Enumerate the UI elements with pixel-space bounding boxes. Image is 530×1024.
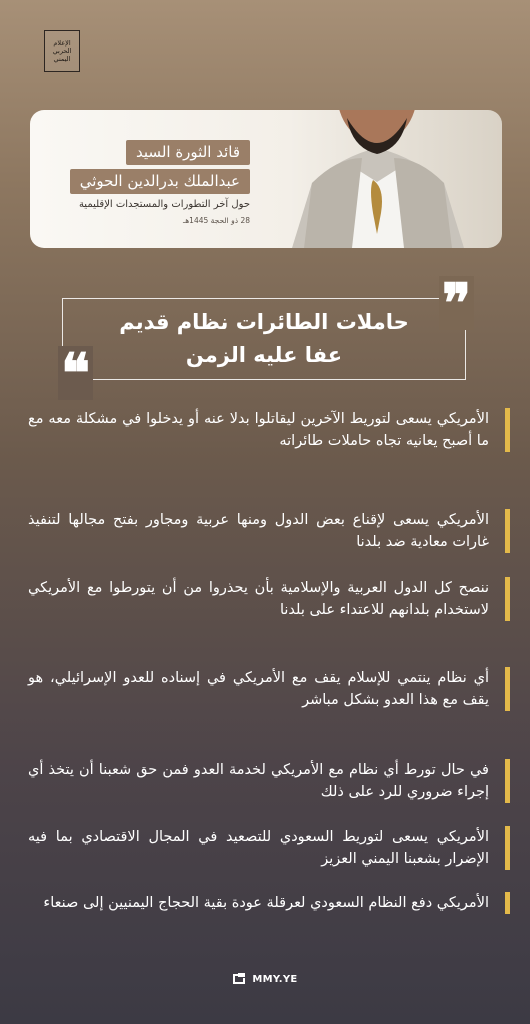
logo-line: الإعلام — [53, 39, 71, 47]
site-logo-icon — [232, 972, 246, 986]
speaker-card — [30, 110, 502, 248]
speech-topic: حول آخر التطورات والمستجدات الإقليمية — [78, 199, 250, 210]
footer — [0, 972, 530, 986]
quote-open-icon: ❞ — [439, 276, 474, 330]
statement-item: في حال تورط أي نظام مع الأمريكي لخدمة العدو فمن حق شعبنا أن يتخذ أي إجراء ضروري للرد على ذلك — [28, 759, 510, 803]
statement-item: الأمريكي دفع النظام السعودي لعرقلة عودة بقية الحجاج اليمنيين إلى صنعاء — [28, 892, 510, 914]
statement-item: الأمريكي يسعى لتوريط السعودي للتصعيد في المجال الاقتصادي بما فيه الإضرار بشعبنا اليمني العزيز — [28, 826, 510, 870]
statement-item: أي نظام ينتمي للإسلام يقف مع الأمريكي في إسناده للعدو الإسرائيلي، هو يقف مع هذا العدو بشكل مباشر — [28, 667, 510, 711]
military-media-logo — [44, 30, 80, 72]
headline-line: عفا عليه الزمن — [185, 343, 343, 367]
speaker-name: عبدالملك بدرالدين الحوثي — [70, 169, 250, 194]
headline-line: حاملات الطائرات نظام قديم — [119, 310, 409, 334]
logo-line: الحربي — [52, 47, 72, 55]
speech-date: 28 ذو الحجة 1445هـ — [183, 216, 250, 225]
statement-item: الأمريكي يسعى لتوريط الآخرين ليقاتلوا بدلا عنه أو يدخلوا في مشكلة معه مع ما أصبح يعانيه تجاه حاملات طائراته — [28, 408, 510, 452]
headline-box — [62, 298, 466, 380]
logo-line: اليمني — [53, 55, 71, 63]
speaker-portrait — [252, 110, 502, 248]
quote-close-icon: ❝ — [58, 346, 93, 400]
speaker-title: قائد الثورة السيد — [126, 140, 250, 165]
statement-item: الأمريكي يسعى لإقناع بعض الدول ومنها عربية ومجاور بفتح مجالها لتنفيذ غارات معادية ضد بلدنا — [28, 509, 510, 553]
statement-item: ننصح كل الدول العربية والإسلامية بأن يحذروا من أن يتورطوا مع الأمريكي لاستخدام بلدانهم للاعتداء على بلدنا — [28, 577, 510, 621]
site-link[interactable]: MMY.YE — [252, 973, 298, 985]
